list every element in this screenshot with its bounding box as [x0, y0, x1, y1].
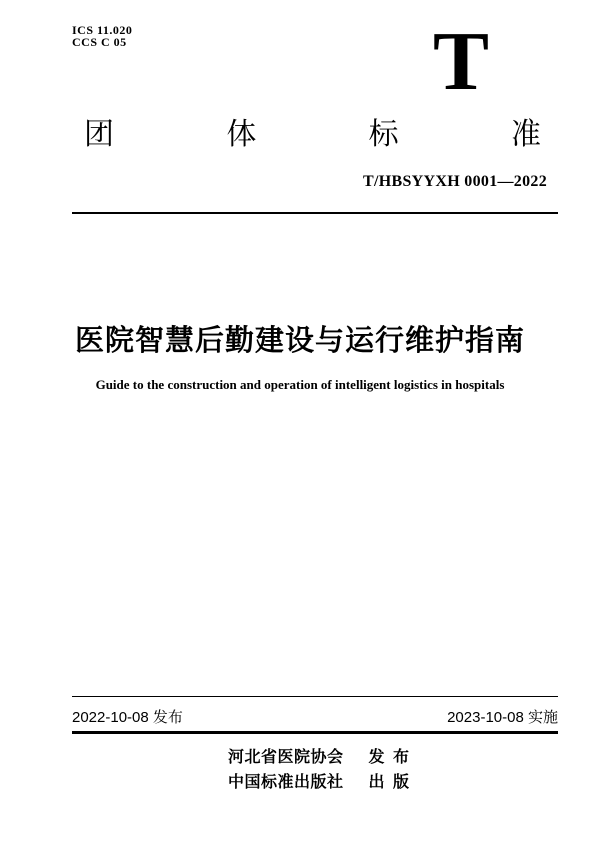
footer-top-rule [72, 696, 558, 697]
publisher-role: 出 版 [368, 774, 411, 791]
classification-codes [72, 24, 132, 48]
ics-code: ICS 11.020 [72, 23, 133, 37]
ccs-code: CCS C 05 [72, 35, 127, 49]
publisher-row [228, 774, 411, 791]
header-divider-rule [72, 212, 558, 214]
standard-type-char: 标 [368, 118, 399, 151]
standard-type-heading [84, 119, 541, 151]
publisher-organization: 中国标准出版社 [228, 774, 344, 791]
issue-date: 2022-10-08 发布 [72, 709, 183, 726]
standard-type-char: 体 [226, 118, 257, 151]
standard-number: T/HBSYYXH 0001—2022 [363, 173, 547, 190]
publisher-role: 发 布 [368, 749, 411, 766]
publisher-row [228, 749, 411, 766]
standard-type-char: 准 [510, 118, 541, 151]
dates-row [72, 709, 558, 727]
footer-bottom-rule [72, 731, 558, 734]
document-title-chinese: 医院智慧后勤建设与运行维护指南 [74, 325, 525, 357]
group-standard-t-logo: T [433, 15, 490, 108]
publisher-block [228, 749, 411, 799]
implementation-date: 2023-10-08 实施 [447, 709, 558, 726]
document-title-english: Guide to the construction and operation of intelligent logistics in hospitals [95, 377, 505, 392]
publisher-organization: 河北省医院协会 [228, 749, 344, 766]
standard-type-char: 团 [84, 118, 114, 151]
